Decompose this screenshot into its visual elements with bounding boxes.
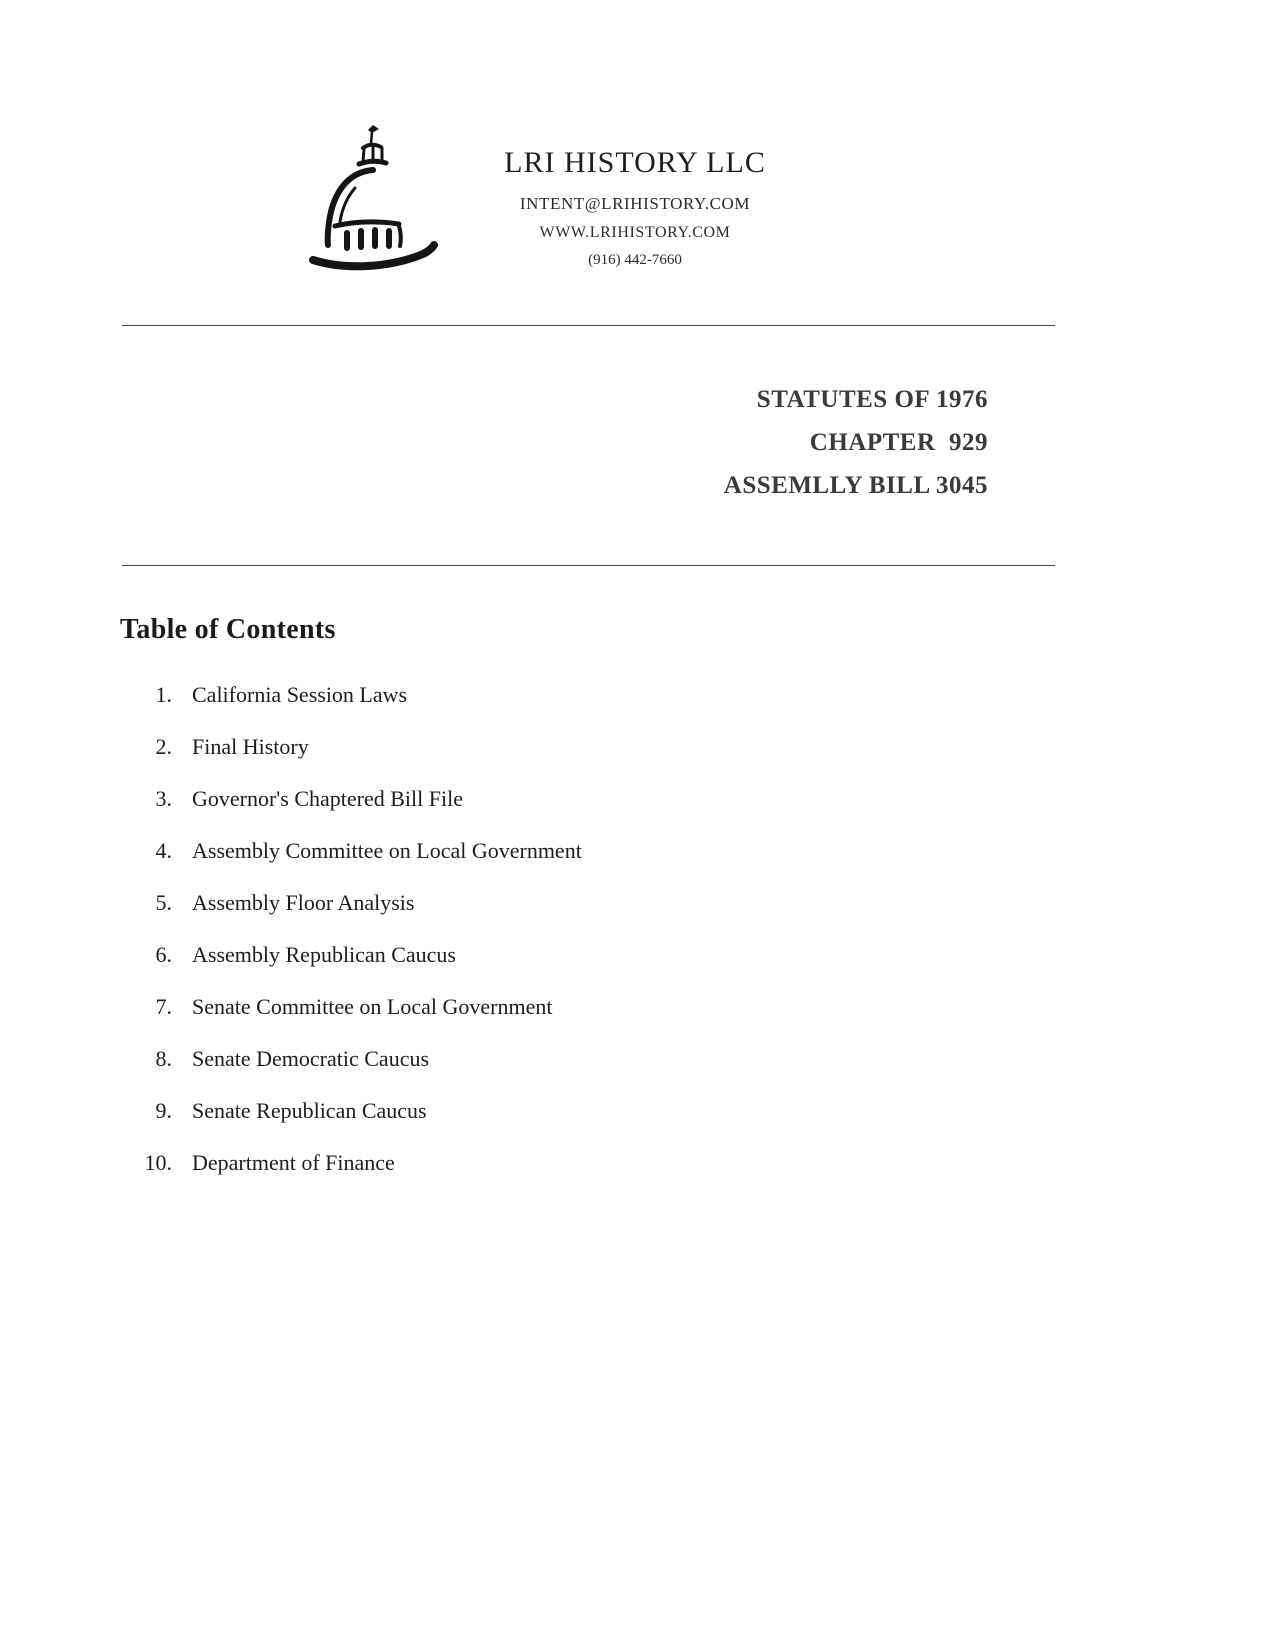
toc-item-number: 9. [155,1098,172,1123]
toc-list [120,682,1276,1176]
toc-item [120,994,1276,1020]
toc-item [120,682,1276,708]
toc-heading: Table of Contents [120,614,336,645]
toc-item [120,1150,1276,1176]
toc-item-label: Assembly Committee on Local Government [192,838,582,863]
toc-item [120,942,1276,968]
assembly-bill-line: ASSEMLLY BILL 3045 [723,472,988,499]
toc-item-number: 10. [144,1150,172,1175]
toc-item-label: Assembly Republican Caucus [192,942,456,967]
letterhead-text [490,146,780,269]
toc-item-number: 4. [155,838,172,863]
divider-bottom [122,565,1055,566]
toc-item [120,734,1276,760]
toc-item-number: 5. [155,890,172,915]
toc-item-label: Senate Republican Caucus [192,1098,427,1123]
toc-item [120,838,1276,864]
contact-email: INTENT@LRIHISTORY.COM [519,194,751,213]
toc-item-number: 2. [155,734,172,759]
toc-item [120,890,1276,916]
toc-item [120,786,1276,812]
letterhead [0,0,1276,283]
toc-item-label: California Session Laws [192,682,408,707]
toc-item-number: 3. [155,786,172,811]
title-block [0,378,988,507]
toc-item-label: Department of Finance [192,1150,395,1175]
toc-item-label: Assembly Floor Analysis [192,890,415,915]
statutes-line: STATUTES OF 1976 [756,386,988,413]
contact-phone: (916) 442-7660 [588,252,682,268]
chapter-line: CHAPTER 929 [809,429,988,456]
toc-item-number: 6. [155,942,172,967]
company-name: LRI HISTORY LLC [504,146,766,179]
contact-website: WWW.LRIHISTORY.COM [539,224,731,241]
divider-top [122,325,1055,326]
table-of-contents [120,614,1276,1176]
toc-item-number: 8. [155,1046,172,1071]
toc-item [120,1046,1276,1072]
toc-item-label: Senate Committee on Local Government [192,994,553,1019]
toc-item [120,1098,1276,1124]
toc-item-label: Final History [192,734,309,759]
toc-item-label: Senate Democratic Caucus [192,1046,430,1071]
toc-item-label: Governor's Chaptered Bill File [192,786,463,811]
toc-item-number: 1. [155,682,172,707]
capitol-building-sketch-icon [295,118,455,283]
toc-item-number: 7. [155,994,172,1019]
